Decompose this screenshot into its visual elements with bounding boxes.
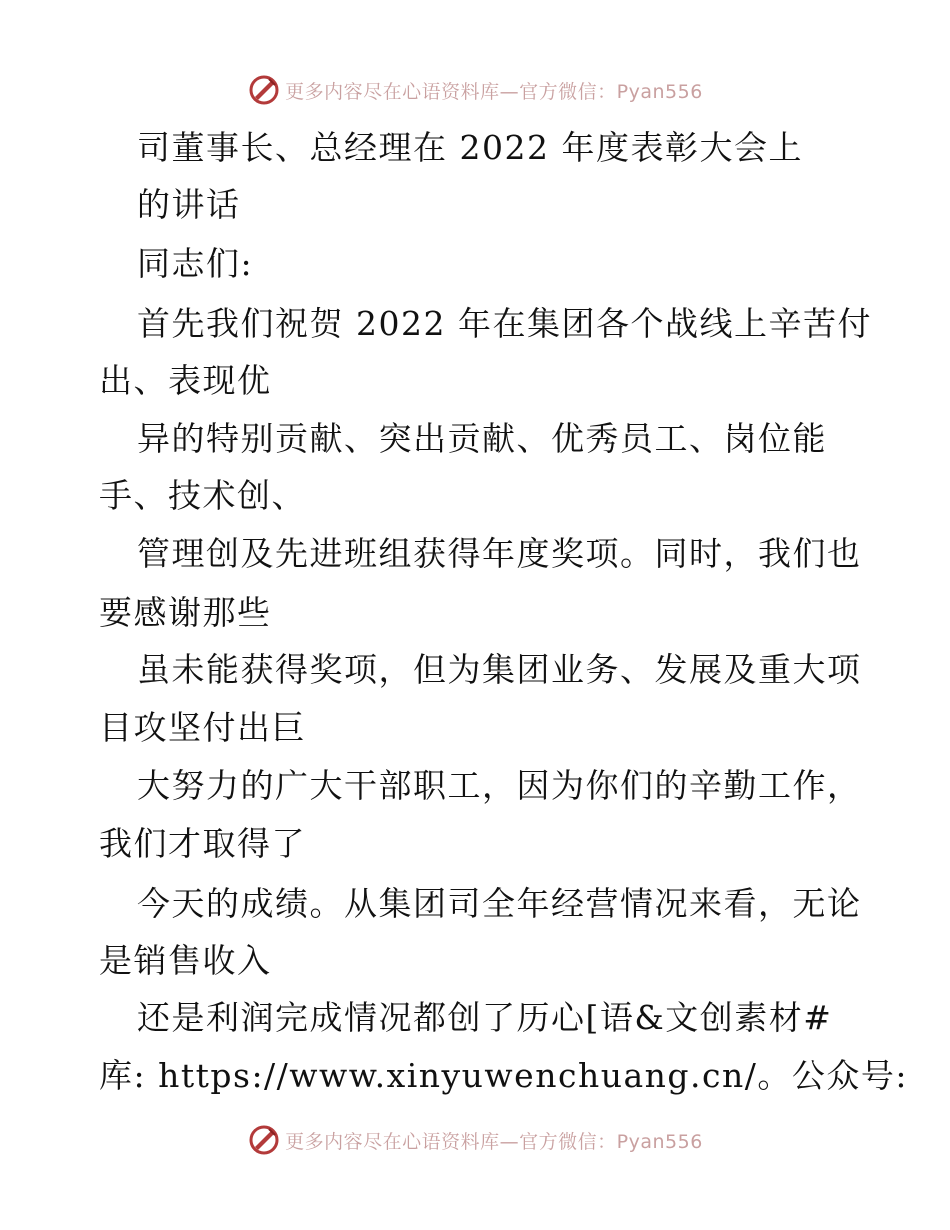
- text-line: 异的特别贡献、突出贡献、优秀员工、岗位能: [137, 419, 827, 458]
- text-line: 首先我们祝贺 2022 年在集团各个战线上辛苦付: [137, 304, 872, 343]
- quill-logo-icon: [247, 1123, 281, 1157]
- quill-logo-icon: [247, 73, 281, 107]
- text-line: 还是利润完成情况都创了历心[语&文创素材#: [137, 998, 833, 1037]
- banner-text: 更多内容尽在心语资料库—官方微信：Pyan556: [285, 80, 703, 103]
- text-line: 要感谢那些: [99, 593, 272, 632]
- banner-text: 更多内容尽在心语资料库—官方微信：Pyan556: [285, 1130, 703, 1153]
- text-line: 手、技术创、: [99, 476, 306, 515]
- text-line: 是销售收入: [99, 941, 272, 980]
- text-line: 库: https://www.xinyuwenchuang.cn/。公众号:: [99, 1056, 908, 1095]
- header-banner: [0, 70, 950, 110]
- text-line: 大努力的广大干部职工，因为你们的辛勤工作，: [137, 766, 862, 805]
- text-line: 虽未能获得奖项，但为集团业务、发展及重大项: [137, 650, 862, 689]
- text-line: 司董事长、总经理在 2022 年度表彰大会上: [137, 128, 803, 167]
- text-line: 目攻坚付出巨: [99, 708, 306, 747]
- text-line: 管理创及先进班组获得年度奖项。同时，我们也: [137, 534, 862, 573]
- text-line: 的讲话: [137, 185, 241, 224]
- text-line: 我们才取得了: [99, 824, 306, 863]
- text-line: 同志们:: [137, 244, 254, 283]
- footer-banner: [0, 1120, 950, 1160]
- text-line: 出、表现优: [99, 361, 272, 400]
- text-line: 今天的成绩。从集团司全年经营情况来看，无论: [137, 884, 862, 923]
